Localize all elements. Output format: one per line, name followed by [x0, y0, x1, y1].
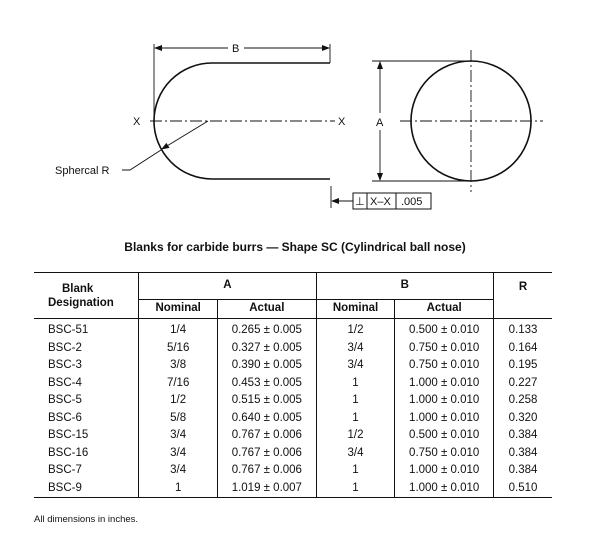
cell-b-actual: 0.750 ± 0.010 [395, 445, 494, 463]
dimension-a-label: A [376, 117, 384, 129]
cell-b-actual: 1.000 ± 0.010 [395, 462, 494, 480]
cell-b-actual: 1.000 ± 0.010 [395, 375, 494, 393]
header-a: A [139, 273, 316, 300]
axis-label-right: X [338, 116, 346, 128]
cell-designation: BSC-16 [48, 446, 89, 459]
cell-a-nominal: 1/4 [139, 319, 218, 340]
cell-r: 0.133 [494, 319, 553, 340]
radius-label: Sphercal R [55, 165, 110, 177]
header-r: R [494, 273, 553, 319]
cell-b-nominal: 1 [316, 375, 395, 393]
header-a-actual: Actual [218, 300, 317, 319]
cell-a-actual: 0.453 ± 0.005 [218, 375, 317, 393]
header-b-actual: Actual [395, 300, 494, 319]
footnote: All dimensions in inches. [34, 514, 139, 525]
cell-a-actual: 0.767 ± 0.006 [218, 462, 317, 480]
cell-a-actual: 0.265 ± 0.005 [218, 319, 317, 340]
cell-a-nominal: 3/4 [139, 462, 218, 480]
cell-b-nominal: 3/4 [316, 445, 395, 463]
cell-a-nominal: 3/8 [139, 357, 218, 375]
cell-a-actual: 0.515 ± 0.005 [218, 392, 317, 410]
cell-designation: BSC-6 [48, 411, 82, 424]
cell-a-nominal: 7/16 [139, 375, 218, 393]
cell-r: 0.384 [494, 427, 553, 445]
cell-b-actual: 0.500 ± 0.010 [395, 427, 494, 445]
cell-designation: BSC-7 [48, 464, 82, 476]
radius-leader-line [162, 121, 208, 149]
cell-b-actual: 0.750 ± 0.010 [395, 340, 494, 358]
cell-designation: BSC-51 [48, 324, 89, 336]
cell-a-nominal: 5/16 [139, 340, 218, 358]
cell-r: 0.195 [494, 357, 553, 375]
cell-b-nominal: 1 [316, 410, 395, 428]
fcf-tolerance: .005 [401, 196, 423, 208]
perpendicularity-icon: ⊥ [355, 196, 365, 208]
cell-r: 0.384 [494, 445, 553, 463]
cell-b-actual: 1.000 ± 0.010 [395, 410, 494, 428]
cell-designation: BSC-2 [48, 341, 82, 354]
cell-a-actual: 0.327 ± 0.005 [218, 340, 317, 358]
table-row [34, 480, 552, 498]
header-b-nominal: Nominal [316, 300, 395, 319]
cell-designation: BSC-9 [34, 480, 139, 498]
table-row [34, 340, 552, 358]
header-blank-line2: Designation [48, 296, 114, 309]
table-title: Blanks for carbide burrs — Shape SC (Cylindrical ball nose) [124, 240, 466, 254]
blank-shape-drawing [0, 0, 590, 230]
radius-leader-tail [122, 150, 161, 170]
cell-a-actual: 0.767 ± 0.006 [218, 445, 317, 463]
cell-r: 0.164 [494, 340, 553, 358]
cell-designation: BSC-15 [48, 429, 89, 441]
table-row [34, 462, 552, 480]
cell-b-actual: 0.750 ± 0.010 [395, 357, 494, 375]
cell-b-nominal: 1/2 [316, 319, 395, 340]
cell-r: 0.384 [494, 462, 553, 480]
header-blank-designation [34, 273, 139, 319]
cell-a-nominal: 1 [139, 480, 218, 498]
cell-a-nominal: 3/4 [139, 445, 218, 463]
cell-a-nominal: 5/8 [139, 410, 218, 428]
cell-designation: BSC-5 [48, 394, 82, 406]
table-body [34, 319, 552, 498]
table-row [34, 357, 552, 375]
table-row [34, 392, 552, 410]
cell-b-nominal: 3/4 [316, 357, 395, 375]
cell-b-actual: 1.000 ± 0.010 [395, 480, 494, 498]
header-blank-line1: Blank [62, 282, 94, 295]
cell-a-actual: 0.390 ± 0.005 [218, 357, 317, 375]
cell-b-nominal: 1/2 [316, 427, 395, 445]
header-b: B [316, 273, 493, 300]
cell-r: 0.227 [494, 375, 553, 393]
cell-b-nominal: 1 [316, 480, 395, 498]
cell-a-nominal: 3/4 [139, 427, 218, 445]
cell-a-actual: 1.019 ± 0.007 [218, 480, 317, 498]
cell-designation: BSC-3 [48, 359, 82, 371]
cell-a-actual: 0.767 ± 0.006 [218, 427, 317, 445]
cell-designation: BSC-4 [48, 376, 82, 389]
cell-r: 0.320 [494, 410, 553, 428]
cell-b-nominal: 1 [316, 462, 395, 480]
blanks-table [34, 272, 552, 498]
table-row [34, 375, 552, 393]
cell-b-actual: 0.500 ± 0.010 [395, 319, 494, 340]
fcf-datum: X–X [370, 196, 391, 208]
cell-a-nominal: 1/2 [139, 392, 218, 410]
table-row [34, 319, 552, 340]
table-row [34, 410, 552, 428]
cell-b-nominal: 1 [316, 392, 395, 410]
cell-b-actual: 1.000 ± 0.010 [395, 392, 494, 410]
header-a-nominal: Nominal [139, 300, 218, 319]
table-row [34, 445, 552, 463]
dimension-b-label: B [232, 43, 240, 55]
cell-a-actual: 0.640 ± 0.005 [218, 410, 317, 428]
table-row [34, 427, 552, 445]
cell-r: 0.258 [494, 392, 553, 410]
cell-b-nominal: 3/4 [316, 340, 395, 358]
cell-r: 0.510 [494, 480, 553, 498]
axis-label-left: X [133, 116, 141, 128]
